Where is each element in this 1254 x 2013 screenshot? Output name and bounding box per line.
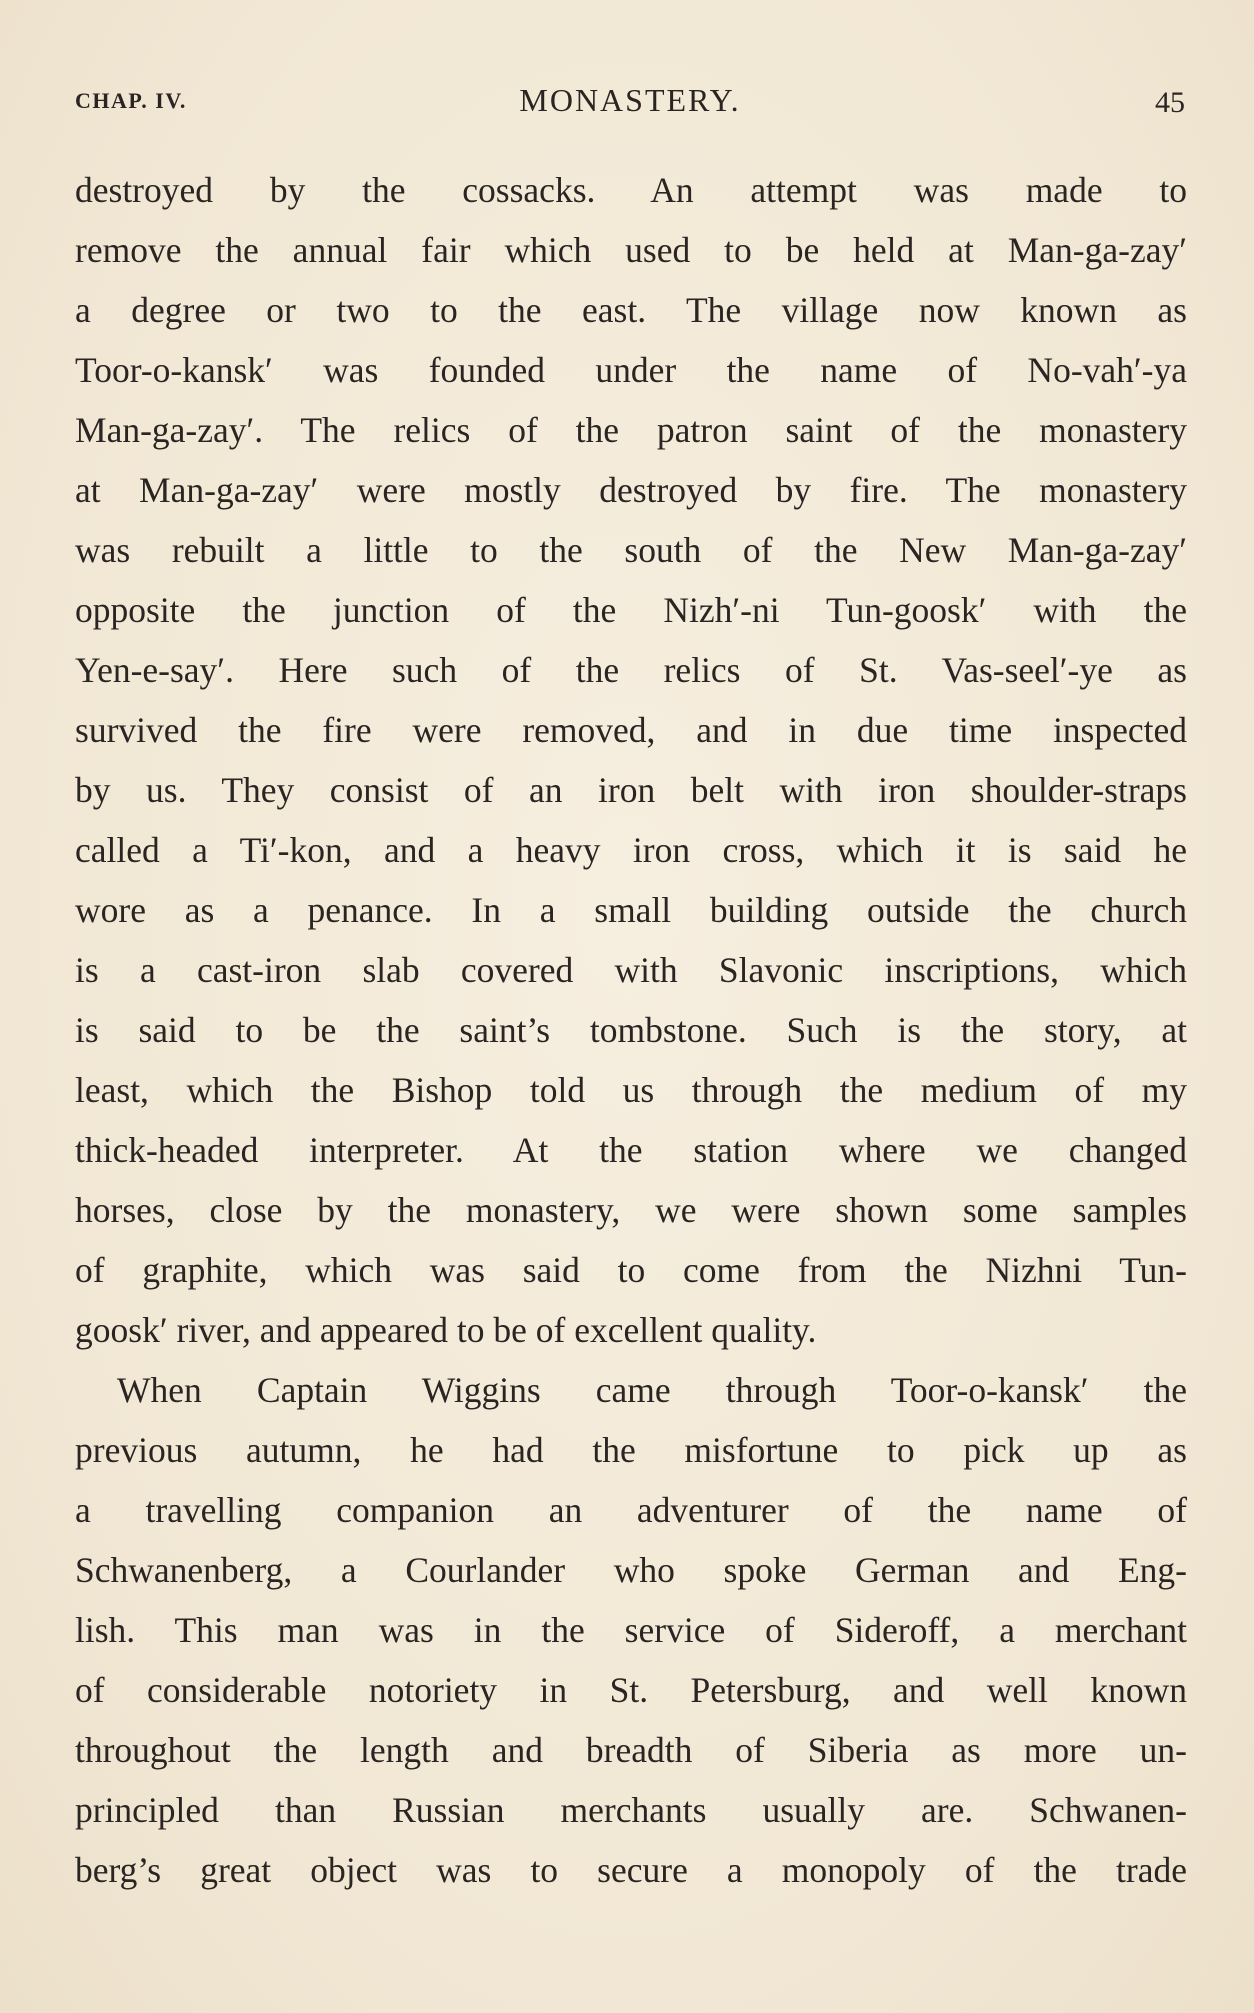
text-line: was rebuilt a little to the south of the New Man-ga-zay′ <box>75 530 1187 570</box>
text-line: a travelling companion an adventurer of the name of <box>75 1490 1187 1530</box>
text-line: by us. They consist of an iron belt with iron shoulder-straps <box>75 770 1187 810</box>
text-line: Toor-o-kansk′ was founded under the name of No-vah′-ya <box>75 350 1187 390</box>
text-line: previous autumn, he had the misfortune to pick up as <box>75 1430 1187 1470</box>
text-line: Schwanenberg, a Courlander who spoke German and Eng- <box>75 1550 1187 1590</box>
text-line: berg’s great object was to secure a monopoly of the trade <box>75 1850 1187 1890</box>
text-line: of graphite, which was said to come from the Nizhni Tun- <box>75 1250 1187 1290</box>
text-line: remove the annual fair which used to be held at Man-ga-zay′ <box>75 230 1187 270</box>
text-line: principled than Russian merchants usually are. Schwanen- <box>75 1790 1187 1830</box>
text-line: Man-ga-zay′. The relics of the patron saint of the monastery <box>75 410 1187 450</box>
text-line: thick-headed interpreter. At the station where we changed <box>75 1130 1187 1170</box>
running-title: MONASTERY. <box>519 82 741 118</box>
text-line: a degree or two to the east. The village now known as <box>75 290 1187 330</box>
text-line: opposite the junction of the Nizh′-ni Tun-goosk′ with the <box>75 590 1187 630</box>
text-line: at Man-ga-zay′ were mostly destroyed by fire. The monastery <box>75 470 1187 510</box>
body-text <box>75 160 1187 1900</box>
text-line: is a cast-iron slab covered with Slavonic inscriptions, which <box>75 950 1187 990</box>
running-header <box>75 80 1185 130</box>
text-line: horses, close by the monastery, we were shown some samples <box>75 1190 1187 1230</box>
text-line: wore as a penance. In a small building outside the church <box>75 890 1187 930</box>
paragraph-start-line: When Captain Wiggins came through Toor-o-kansk′ the <box>117 1370 1187 1410</box>
text-line: of considerable notoriety in St. Petersburg, and well known <box>75 1670 1187 1710</box>
page-number: 45 <box>1155 86 1185 119</box>
text-line: survived the fire were removed, and in due time inspected <box>75 710 1187 750</box>
text-line: lish. This man was in the service of Sideroff, a merchant <box>75 1610 1187 1650</box>
text-line: least, which the Bishop told us through the medium of my <box>75 1070 1187 1110</box>
text-line: is said to be the saint’s tombstone. Such is the story, at <box>75 1010 1187 1050</box>
text-line: Yen-e-say′. Here such of the relics of St. Vas-seel′-ye as <box>75 650 1187 690</box>
text-line: throughout the length and breadth of Siberia as more un- <box>75 1730 1187 1770</box>
paragraph-end-line: goosk′ river, and appeared to be of excellent quality. <box>75 1310 817 1350</box>
chapter-label: CHAP. IV. <box>75 88 187 113</box>
text-line: destroyed by the cossacks. An attempt was made to <box>75 170 1187 210</box>
text-line: called a Ti′-kon, and a heavy iron cross, which it is said he <box>75 830 1187 870</box>
